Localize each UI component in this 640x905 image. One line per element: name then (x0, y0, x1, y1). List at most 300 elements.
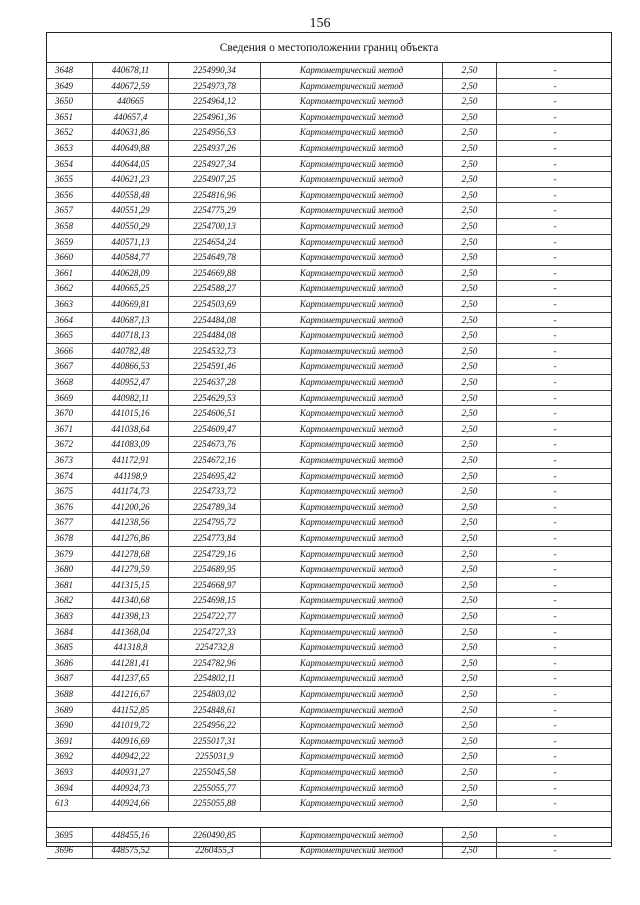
y-coordinate-cell: 2254990,34 (169, 63, 261, 78)
description-cell: - (553, 689, 557, 699)
method-cell: Картометрический метод (261, 172, 443, 187)
x-coordinate-cell: 440678,11 (93, 63, 169, 78)
accuracy-cell: 2,50 (443, 266, 497, 281)
method-cell: Картометрический метод (261, 157, 443, 172)
point-number-cell: 3689 (47, 703, 93, 718)
method-cell: Картометрический метод (261, 515, 443, 530)
accuracy-cell: 2,50 (443, 110, 497, 125)
y-coordinate-cell: 2254782,96 (169, 656, 261, 671)
accuracy-cell: 2,50 (443, 671, 497, 686)
point-number-cell: 3664 (47, 313, 93, 328)
x-coordinate-cell: 440550,29 (93, 219, 169, 234)
table-row (47, 281, 611, 297)
x-coordinate-cell: 440621,23 (93, 172, 169, 187)
point-number-cell: 3673 (47, 453, 93, 468)
accuracy-cell: 2,50 (443, 453, 497, 468)
table-row (47, 437, 611, 453)
point-number-cell: 3670 (47, 406, 93, 421)
point-number-cell: 3660 (47, 250, 93, 265)
table-row (47, 656, 611, 672)
method-cell: Картометрический метод (261, 219, 443, 234)
x-coordinate-cell: 440942,22 (93, 749, 169, 764)
y-coordinate-cell: 2254775,29 (169, 203, 261, 218)
description-cell: - (553, 579, 557, 590)
accuracy-cell: 2,50 (443, 531, 497, 546)
method-cell: Картометрический метод (261, 531, 443, 546)
table-row (47, 671, 611, 687)
method-cell: Картометрический метод (261, 437, 443, 452)
y-coordinate-cell: 2254503,69 (169, 297, 261, 312)
point-number-cell: 3684 (47, 625, 93, 640)
x-coordinate-cell: 441038,64 (93, 422, 169, 437)
y-coordinate-cell: 2254695,42 (169, 469, 261, 484)
method-cell: Картометрический метод (261, 110, 443, 125)
y-coordinate-cell: 2254973,78 (169, 79, 261, 94)
description-cell: - (553, 205, 557, 216)
table-row (47, 547, 611, 563)
table-row (47, 375, 611, 391)
table-row (47, 359, 611, 375)
x-coordinate-cell: 440584,77 (93, 250, 169, 265)
method-cell: Картометрический метод (261, 593, 443, 608)
y-coordinate-cell: 2254698,15 (169, 593, 261, 608)
description-cell: - (553, 642, 557, 653)
method-cell: Картометрический метод (261, 843, 443, 858)
accuracy-cell: 2,50 (443, 796, 497, 811)
x-coordinate-cell: 441340,68 (93, 593, 169, 608)
accuracy-cell: 2,50 (443, 547, 497, 562)
description-cell: - (553, 798, 557, 809)
table-row (47, 250, 611, 266)
description-cell: - (553, 486, 557, 497)
method-cell: Картометрический метод (261, 344, 443, 359)
table-row (47, 469, 611, 485)
y-coordinate-cell: 2254803,02 (169, 687, 261, 702)
description-cell: - (553, 361, 557, 372)
accuracy-cell: 2,50 (443, 718, 497, 733)
accuracy-cell: 2,50 (443, 781, 497, 796)
description-cell: - (553, 236, 557, 247)
accuracy-cell: 2,50 (443, 125, 497, 140)
accuracy-cell: 2,50 (443, 328, 497, 343)
table-row (47, 157, 611, 173)
x-coordinate-cell: 441019,72 (93, 718, 169, 733)
description-cell: - (553, 267, 557, 278)
point-number-cell: 3667 (47, 359, 93, 374)
point-number-cell: 3685 (47, 640, 93, 655)
point-number-cell: 3693 (47, 765, 93, 780)
description-cell: - (553, 439, 557, 450)
accuracy-cell: 2,50 (443, 437, 497, 452)
table-row (47, 640, 611, 656)
accuracy-cell: 2,50 (443, 313, 497, 328)
y-coordinate-cell: 2254591,46 (169, 359, 261, 374)
x-coordinate-cell: 441216,67 (93, 687, 169, 702)
point-number-cell: 3661 (47, 266, 93, 281)
table-row (47, 531, 611, 547)
point-number-cell: 3654 (47, 157, 93, 172)
description-cell: - (553, 96, 557, 107)
table-row (47, 593, 611, 609)
y-coordinate-cell: 2254816,96 (169, 188, 261, 203)
y-coordinate-cell: 2254637,28 (169, 375, 261, 390)
table-row (47, 828, 611, 844)
description-cell: - (553, 423, 557, 434)
point-number-cell: 3692 (47, 749, 93, 764)
accuracy-cell: 2,50 (443, 469, 497, 484)
table-row (47, 562, 611, 578)
x-coordinate-cell: 440669,81 (93, 297, 169, 312)
description-cell: - (553, 548, 557, 559)
x-coordinate-cell: 441172,91 (93, 453, 169, 468)
point-number-cell: 3650 (47, 94, 93, 109)
point-number-cell: 3653 (47, 141, 93, 156)
coordinates-table (46, 32, 612, 856)
y-coordinate-cell: 2254964,12 (169, 94, 261, 109)
accuracy-cell: 2,50 (443, 141, 497, 156)
accuracy-cell: 2,50 (443, 656, 497, 671)
point-number-cell: 3695 (47, 828, 93, 843)
table-row (47, 188, 611, 204)
table-row (47, 219, 611, 235)
point-number-cell: 3666 (47, 344, 93, 359)
x-coordinate-cell: 441318,8 (93, 640, 169, 655)
point-number-cell: 3680 (47, 562, 93, 577)
point-number-cell: 3648 (47, 63, 93, 78)
accuracy-cell: 2,50 (443, 157, 497, 172)
description-cell: - (553, 111, 557, 122)
description-cell: - (553, 221, 557, 231)
description-cell: - (553, 143, 557, 153)
accuracy-cell: 2,50 (443, 734, 497, 749)
method-cell: Картометрический метод (261, 453, 443, 468)
point-number-cell: 3662 (47, 281, 93, 296)
method-cell: Картометрический метод (261, 469, 443, 484)
x-coordinate-cell: 441238,56 (93, 515, 169, 530)
description-cell: - (553, 595, 557, 606)
y-coordinate-cell: 2254532,73 (169, 344, 261, 359)
x-coordinate-cell: 440924,73 (93, 781, 169, 796)
description-cell: - (553, 377, 557, 387)
y-coordinate-cell: 2254937,26 (169, 141, 261, 156)
accuracy-cell: 2,50 (443, 391, 497, 406)
description-cell: - (553, 455, 557, 465)
description-cell: - (553, 252, 557, 263)
y-coordinate-cell: 2254956,22 (169, 718, 261, 733)
description-cell: - (553, 626, 557, 637)
table-row (47, 266, 611, 282)
x-coordinate-cell: 440558,48 (93, 188, 169, 203)
point-number-cell: 3676 (47, 500, 93, 515)
table-row (47, 703, 611, 719)
accuracy-cell: 2,50 (443, 359, 497, 374)
point-number-cell: 3675 (47, 484, 93, 499)
y-coordinate-cell: 2254588,27 (169, 281, 261, 296)
point-number-cell: 613 (47, 796, 93, 811)
table-row (47, 422, 611, 438)
method-cell: Картометрический метод (261, 188, 443, 203)
table-row (47, 63, 611, 79)
point-number-cell: 3657 (47, 203, 93, 218)
method-cell: Картометрический метод (261, 703, 443, 718)
table-row (47, 796, 611, 812)
x-coordinate-cell: 440571,13 (93, 235, 169, 250)
method-cell: Картометрический метод (261, 125, 443, 140)
y-coordinate-cell: 2254722,77 (169, 609, 261, 624)
y-coordinate-cell: 2254689,95 (169, 562, 261, 577)
y-coordinate-cell: 2254773,84 (169, 531, 261, 546)
accuracy-cell: 2,50 (443, 203, 497, 218)
accuracy-cell: 2,50 (443, 281, 497, 296)
table-row (47, 843, 611, 859)
description-cell: - (553, 782, 557, 793)
description-cell: - (553, 767, 557, 777)
method-cell: Картометрический метод (261, 687, 443, 702)
point-number-cell: 3672 (47, 437, 93, 452)
table-row (47, 718, 611, 734)
method-cell: Картометрический метод (261, 609, 443, 624)
table-row (47, 484, 611, 500)
point-number-cell: 3651 (47, 110, 93, 125)
point-number-cell: 3690 (47, 718, 93, 733)
method-cell: Картометрический метод (261, 203, 443, 218)
table-row (47, 94, 611, 110)
description-cell: - (553, 174, 557, 185)
point-number-cell: 3663 (47, 297, 93, 312)
method-cell: Картометрический метод (261, 547, 443, 562)
y-coordinate-cell: 2254606,51 (169, 406, 261, 421)
method-cell: Картометрический метод (261, 79, 443, 94)
point-number-cell: 3691 (47, 734, 93, 749)
y-coordinate-cell: 2254700,13 (169, 219, 261, 234)
method-cell: Картометрический метод (261, 828, 443, 843)
description-cell: - (553, 501, 557, 512)
description-cell: - (553, 330, 557, 341)
y-coordinate-cell: 2254789,34 (169, 500, 261, 515)
y-coordinate-cell: 2254927,34 (169, 157, 261, 172)
table-row (47, 515, 611, 531)
y-coordinate-cell: 2260455,3 (169, 843, 261, 858)
method-cell: Картометрический метод (261, 375, 443, 390)
y-coordinate-cell: 2255017,31 (169, 734, 261, 749)
x-coordinate-cell: 440782,48 (93, 344, 169, 359)
x-coordinate-cell: 440931,27 (93, 765, 169, 780)
description-cell: - (553, 283, 557, 294)
table-gap-row (47, 812, 611, 828)
description-cell: - (553, 392, 557, 403)
accuracy-cell: 2,50 (443, 297, 497, 312)
y-coordinate-cell: 2254956,53 (169, 125, 261, 140)
description-cell: - (553, 533, 557, 543)
table-row (47, 687, 611, 703)
accuracy-cell: 2,50 (443, 500, 497, 515)
method-cell: Картометрический метод (261, 141, 443, 156)
point-number-cell: 3681 (47, 578, 93, 593)
table-row (47, 781, 611, 797)
y-coordinate-cell: 2254907,25 (169, 172, 261, 187)
x-coordinate-cell: 440551,29 (93, 203, 169, 218)
method-cell: Картометрический метод (261, 562, 443, 577)
point-number-cell: 3696 (47, 843, 93, 858)
method-cell: Картометрический метод (261, 235, 443, 250)
method-cell: Картометрический метод (261, 281, 443, 296)
method-cell: Картометрический метод (261, 749, 443, 764)
description-cell: - (553, 408, 557, 419)
table-row (47, 125, 611, 141)
y-coordinate-cell: 2254802,11 (169, 671, 261, 686)
y-coordinate-cell: 2254654,24 (169, 235, 261, 250)
accuracy-cell: 2,50 (443, 749, 497, 764)
x-coordinate-cell: 441015,16 (93, 406, 169, 421)
table-row (47, 500, 611, 516)
accuracy-cell: 2,50 (443, 250, 497, 265)
description-cell: - (553, 845, 557, 856)
x-coordinate-cell: 448575,52 (93, 843, 169, 858)
x-coordinate-cell: 441237,65 (93, 671, 169, 686)
method-cell: Картометрический метод (261, 391, 443, 406)
method-cell: Картометрический метод (261, 765, 443, 780)
point-number-cell: 3674 (47, 469, 93, 484)
accuracy-cell: 2,50 (443, 765, 497, 780)
table-row (47, 235, 611, 251)
table-row (47, 391, 611, 407)
method-cell: Картометрический метод (261, 422, 443, 437)
description-cell: - (553, 611, 557, 621)
table-row (47, 749, 611, 765)
point-number-cell: 3656 (47, 188, 93, 203)
x-coordinate-cell: 441279,59 (93, 562, 169, 577)
description-cell: - (553, 751, 557, 762)
x-coordinate-cell: 440649,88 (93, 141, 169, 156)
method-cell: Картометрический метод (261, 640, 443, 655)
description-cell: - (553, 65, 557, 75)
point-number-cell: 3649 (47, 79, 93, 94)
point-number-cell: 3694 (47, 781, 93, 796)
x-coordinate-cell: 440916,69 (93, 734, 169, 749)
y-coordinate-cell: 2254649,78 (169, 250, 261, 265)
x-coordinate-cell: 440952,47 (93, 375, 169, 390)
description-cell: - (553, 299, 557, 309)
accuracy-cell: 2,50 (443, 828, 497, 843)
y-coordinate-cell: 2254732,8 (169, 640, 261, 655)
method-cell: Картометрический метод (261, 297, 443, 312)
table-row (47, 172, 611, 188)
point-number-cell: 3669 (47, 391, 93, 406)
x-coordinate-cell: 440924,66 (93, 796, 169, 811)
table-row (47, 344, 611, 360)
method-cell: Картометрический метод (261, 94, 443, 109)
y-coordinate-cell: 2254673,76 (169, 437, 261, 452)
y-coordinate-cell: 2254484,08 (169, 328, 261, 343)
y-coordinate-cell: 2254729,16 (169, 547, 261, 562)
table-row (47, 578, 611, 594)
accuracy-cell: 2,50 (443, 235, 497, 250)
description-cell: - (553, 345, 557, 356)
y-coordinate-cell: 2254484,08 (169, 313, 261, 328)
accuracy-cell: 2,50 (443, 484, 497, 499)
method-cell: Картометрический метод (261, 328, 443, 343)
accuracy-cell: 2,50 (443, 562, 497, 577)
x-coordinate-cell: 441278,68 (93, 547, 169, 562)
point-number-cell: 3686 (47, 656, 93, 671)
x-coordinate-cell: 441368,04 (93, 625, 169, 640)
x-coordinate-cell: 441200,26 (93, 500, 169, 515)
accuracy-cell: 2,50 (443, 687, 497, 702)
description-cell: - (553, 657, 557, 668)
point-number-cell: 3652 (47, 125, 93, 140)
description-cell: - (553, 80, 557, 91)
accuracy-cell: 2,50 (443, 422, 497, 437)
page-number: 156 (309, 16, 331, 31)
accuracy-cell: 2,50 (443, 344, 497, 359)
x-coordinate-cell: 440718,13 (93, 328, 169, 343)
method-cell: Картометрический метод (261, 781, 443, 796)
x-coordinate-cell: 440644,05 (93, 157, 169, 172)
method-cell: Картометрический метод (261, 313, 443, 328)
y-coordinate-cell: 2260490,85 (169, 828, 261, 843)
accuracy-cell: 2,50 (443, 843, 497, 858)
point-number-cell: 3683 (47, 609, 93, 624)
point-number-cell: 3679 (47, 547, 93, 562)
method-cell: Картометрический метод (261, 250, 443, 265)
point-number-cell: 3677 (47, 515, 93, 530)
x-coordinate-cell: 440866,53 (93, 359, 169, 374)
point-number-cell: 3668 (47, 375, 93, 390)
x-coordinate-cell: 448455,16 (93, 828, 169, 843)
accuracy-cell: 2,50 (443, 515, 497, 530)
table-row (47, 765, 611, 781)
x-coordinate-cell: 440657,4 (93, 110, 169, 125)
description-cell: - (553, 314, 557, 325)
accuracy-cell: 2,50 (443, 63, 497, 78)
method-cell: Картометрический метод (261, 63, 443, 78)
table-row (47, 406, 611, 422)
y-coordinate-cell: 2255055,77 (169, 781, 261, 796)
method-cell: Картометрический метод (261, 625, 443, 640)
x-coordinate-cell: 440665,25 (93, 281, 169, 296)
y-coordinate-cell: 2254668,97 (169, 578, 261, 593)
accuracy-cell: 2,50 (443, 172, 497, 187)
point-number-cell: 3665 (47, 328, 93, 343)
x-coordinate-cell: 440687,13 (93, 313, 169, 328)
y-coordinate-cell: 2255045,58 (169, 765, 261, 780)
description-cell: - (553, 158, 557, 169)
x-coordinate-cell: 440672,59 (93, 79, 169, 94)
accuracy-cell: 2,50 (443, 79, 497, 94)
method-cell: Картометрический метод (261, 500, 443, 515)
description-cell: - (553, 673, 557, 684)
method-cell: Картометрический метод (261, 734, 443, 749)
y-coordinate-cell: 2254795,72 (169, 515, 261, 530)
table-row (47, 79, 611, 95)
point-number-cell: 3655 (47, 172, 93, 187)
point-number-cell: 3671 (47, 422, 93, 437)
y-coordinate-cell: 2254629,53 (169, 391, 261, 406)
table-row (47, 110, 611, 126)
description-cell: - (553, 829, 557, 840)
x-coordinate-cell: 441276,86 (93, 531, 169, 546)
method-cell: Картометрический метод (261, 718, 443, 733)
description-cell: - (553, 189, 557, 200)
description-cell: - (553, 470, 557, 481)
y-coordinate-cell: 2254961,36 (169, 110, 261, 125)
y-coordinate-cell: 2255031,9 (169, 749, 261, 764)
description-cell: - (553, 517, 557, 528)
y-coordinate-cell: 2254727,33 (169, 625, 261, 640)
table-row (47, 203, 611, 219)
accuracy-cell: 2,50 (443, 625, 497, 640)
table-row (47, 609, 611, 625)
